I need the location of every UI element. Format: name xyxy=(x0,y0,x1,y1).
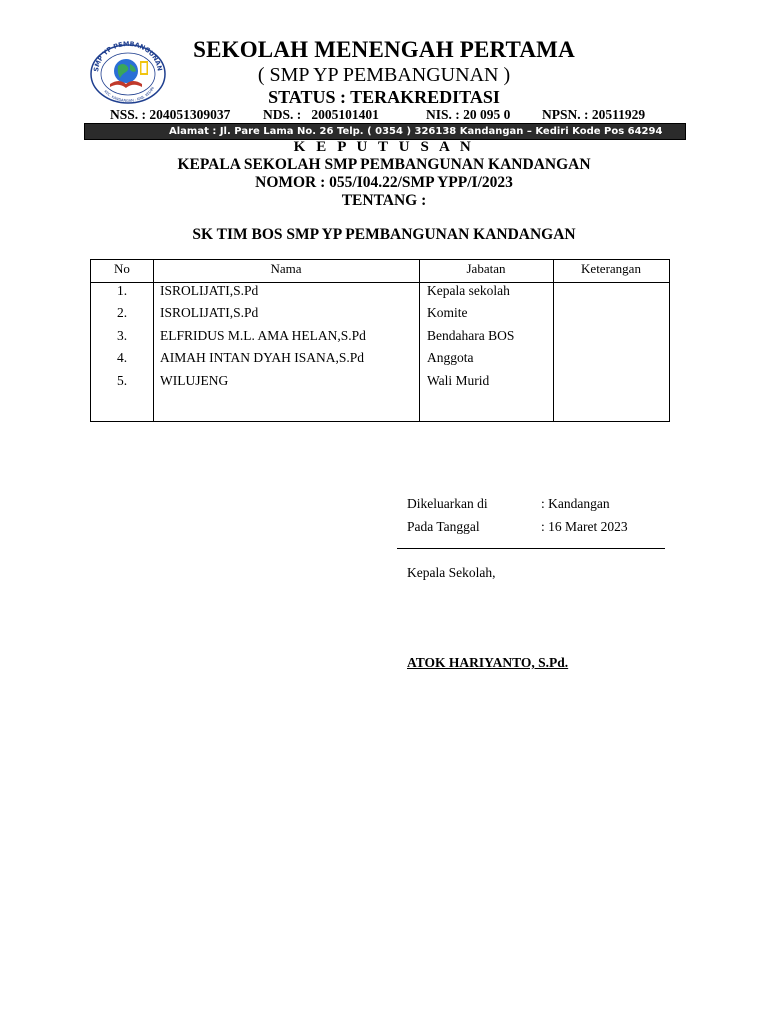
address-bar xyxy=(84,123,686,140)
row-1-nama: ISROLIJATI,S.Pd xyxy=(160,283,259,298)
school-type-heading: SEKOLAH MENENGAH PERTAMA xyxy=(193,37,575,62)
nds-number: NDS. : 2005101401 xyxy=(263,107,379,122)
row-4-nama: AIMAH INTAN DYAH ISANA,S.Pd xyxy=(160,350,365,365)
decree-heading: K E P U T U S A N xyxy=(293,139,475,155)
row-1-no: 1. xyxy=(116,283,128,298)
row-3-no: 3. xyxy=(116,328,128,343)
address-text: Alamat : Jl. Pare Lama No. 26 Telp. ( 0354 ) 326138 Kandangan – Kediri Kode Pos 64294 xyxy=(169,126,663,137)
row-1-jabatan: Kepala sekolah xyxy=(427,283,510,298)
npsn-number: NPSN. : 20511929 xyxy=(542,107,646,122)
column-header-nama: Nama xyxy=(270,261,302,276)
accreditation-status: STATUS : TERAKREDITASI xyxy=(268,87,500,107)
signer-name: ATOK HARIYANTO, S.Pd. xyxy=(407,655,569,670)
row-4-jabatan: Anggota xyxy=(427,350,474,365)
row-2-no: 2. xyxy=(116,305,128,320)
decree-issuer: KEPALA SEKOLAH SMP PEMBANGUNAN KANDANGAN xyxy=(177,156,591,173)
column-header-jabatan: Jabatan xyxy=(466,261,506,276)
row-3-nama: ELFRIDUS M.L. AMA HELAN,S.Pd xyxy=(160,328,366,343)
school-name: ( SMP YP PEMBANGUNAN ) xyxy=(257,64,511,86)
signer-position: Kepala Sekolah, xyxy=(407,565,496,580)
issued-date-value: : 16 Maret 2023 xyxy=(541,519,628,534)
row-2-jabatan: Komite xyxy=(427,305,468,320)
row-2-nama: ISROLIJATI,S.Pd xyxy=(160,305,259,320)
decree-subject: SK TIM BOS SMP YP PEMBANGUNAN KANDANGAN xyxy=(192,226,576,243)
column-header-no: No xyxy=(114,261,130,276)
row-5-jabatan: Wali Murid xyxy=(427,373,490,388)
members-table xyxy=(90,259,670,422)
divider xyxy=(397,548,665,549)
decree-number: NOMOR : 055/I04.22/SMP YPP/I/2023 xyxy=(255,174,513,191)
issued-date-label: Pada Tanggal xyxy=(407,519,480,534)
issued-at-label: Dikeluarkan di xyxy=(407,496,488,511)
nis-number: NIS. : 20 095 0 xyxy=(426,107,511,122)
logo-text-bottom: KEC. KANDANGAN - KAB. KEDIRI xyxy=(103,86,156,103)
row-5-nama: WILUJENG xyxy=(160,373,229,388)
row-3-jabatan: Bendahara BOS xyxy=(427,328,515,343)
nss-number: NSS. : 204051309037 xyxy=(110,107,231,122)
decree-about-label: TENTANG : xyxy=(341,192,427,209)
logo-text-top: SMP YP PEMBANGUNAN xyxy=(92,40,164,73)
row-4-no: 4. xyxy=(116,350,128,365)
row-5-no: 5. xyxy=(116,373,128,388)
issued-at-value: : Kandangan xyxy=(541,496,610,511)
column-header-keterangan: Keterangan xyxy=(581,261,641,276)
